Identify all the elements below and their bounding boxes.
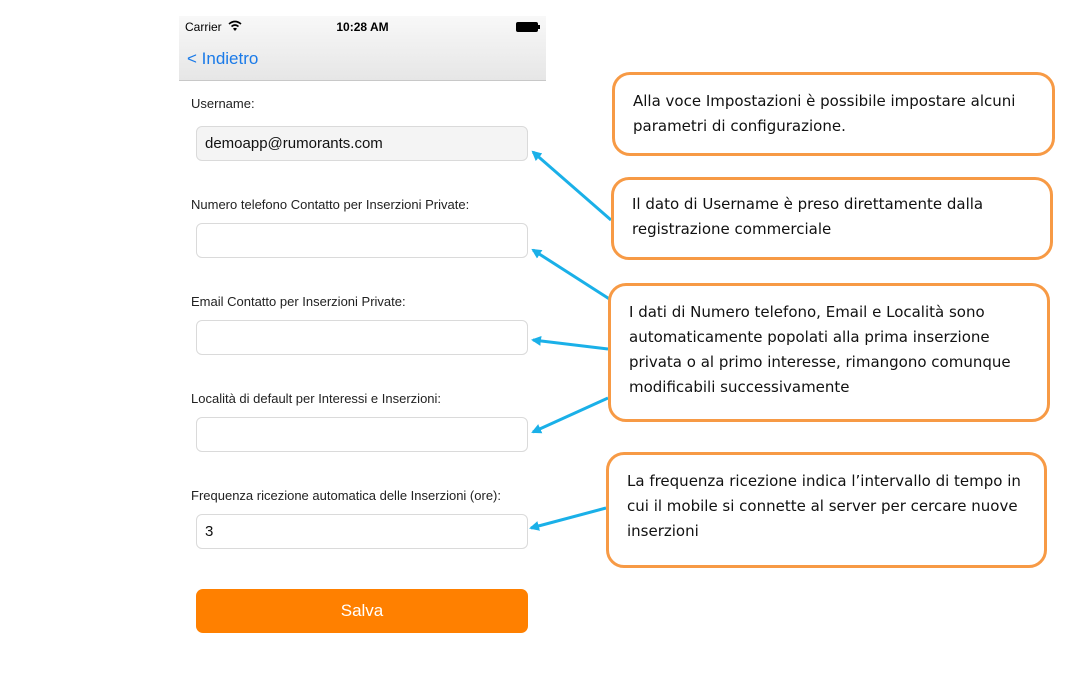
callout-settings: Alla voce Impostazioni è possibile impostare alcuni parametri di configurazione. bbox=[612, 72, 1055, 156]
email-field[interactable] bbox=[196, 320, 528, 355]
callout-frequency: La frequenza ricezione indica l’intervallo di tempo in cui il mobile si connette al server per cercare nuove inserzioni bbox=[606, 452, 1047, 568]
phone-screen bbox=[179, 16, 546, 656]
status-bar bbox=[179, 16, 546, 38]
phone-field[interactable] bbox=[196, 223, 528, 258]
save-button[interactable]: Salva bbox=[196, 589, 528, 633]
username-label: Username: bbox=[191, 96, 255, 111]
back-button[interactable]: < Indietro bbox=[187, 49, 259, 68]
location-field[interactable] bbox=[196, 417, 528, 452]
status-time: 10:28 AM bbox=[336, 20, 389, 34]
navigation-bar bbox=[179, 16, 546, 81]
callout-username: Il dato di Username è preso direttamente dalla registrazione commerciale bbox=[611, 177, 1053, 260]
callout-contact-fields: I dati di Numero telefono, Email e Località sono automaticamente popolati alla prima inserzione privata o al primo interesse, rimangono comunque modificabili successivamente bbox=[608, 283, 1050, 422]
frequency-label: Frequenza ricezione automatica delle Inserzioni (ore): bbox=[191, 488, 501, 503]
battery-icon bbox=[516, 22, 538, 32]
email-label: Email Contatto per Inserzioni Private: bbox=[191, 294, 406, 309]
location-label: Località di default per Interessi e Inserzioni: bbox=[191, 391, 442, 406]
username-field[interactable] bbox=[196, 126, 528, 161]
carrier-label: Carrier bbox=[185, 20, 222, 34]
frequency-field[interactable] bbox=[196, 514, 528, 549]
phone-label: Numero telefono Contatto per Inserzioni Private: bbox=[191, 197, 470, 212]
